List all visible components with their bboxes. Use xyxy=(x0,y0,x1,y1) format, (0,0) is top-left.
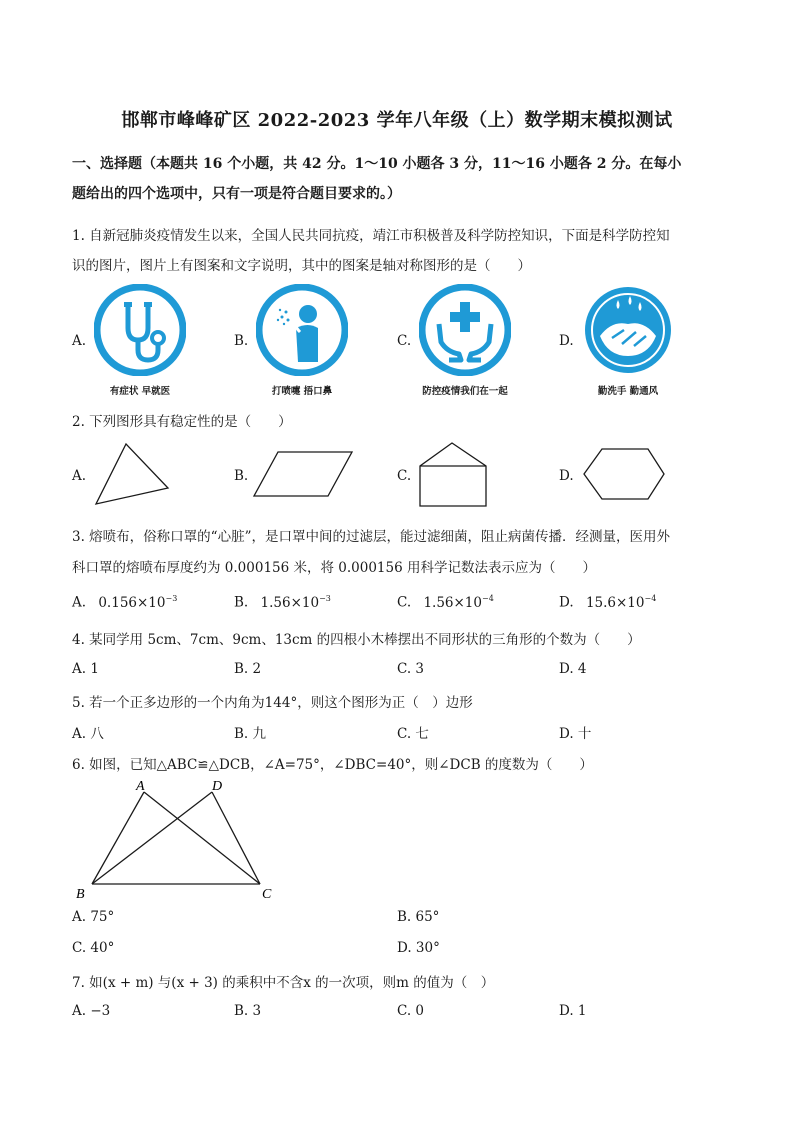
q4-option-a: A. 1 xyxy=(72,661,99,677)
page-title: 邯郸市峰峰矿区 2022-2023 学年八年级（上）数学期末模拟测试 xyxy=(121,110,673,131)
question-3-line-2: 科口罩的熔喷布厚度约为 0.000156 米，将 0.000156 用科学记数法表示应为（ ） xyxy=(72,560,596,576)
q3-option-b-exp: −3 xyxy=(319,594,331,603)
q7-option-b: B. 3 xyxy=(234,1003,262,1019)
point-d-label: D xyxy=(212,779,223,794)
washing-hands-icon xyxy=(582,284,674,376)
section-header-line-2: 题给出的四个选项中，只有一项是符合题目要求的。） xyxy=(72,186,401,202)
q3-option-c-base: 1.56×10 xyxy=(423,594,482,611)
point-a-label: A xyxy=(136,779,145,794)
q6-option-a: A. 75° xyxy=(72,909,115,925)
q3-option-a-base: 0.156×10 xyxy=(98,594,166,611)
question-1-line-1: 1. 自新冠肺炎疫情发生以来，全国人民共同抗疫，靖江市积极普及科学防控知识，下面是科学防控知 xyxy=(72,228,670,244)
q3-option-a-label: A. xyxy=(72,594,87,611)
q3-option-b xyxy=(234,594,331,611)
question-3-line-1: 3. 熔喷布，俗称口罩的“心脏”，是口罩中间的过滤层，能过滤细菌，阻止病菌传播．经测量，医用外 xyxy=(72,529,670,545)
q1-caption-b: 打喷嚏 捂口鼻 xyxy=(271,386,333,397)
q7-option-a: A. −3 xyxy=(72,1003,111,1019)
question-4-text: 4. 某同学用 5cm、7cm、9cm、13cm 的四根小木棒摆出不同形状的三角形的个数为（ ） xyxy=(72,632,641,648)
q6-option-d: D. 30° xyxy=(397,940,440,956)
point-b-label: B xyxy=(76,887,85,902)
q4-option-d: D. 4 xyxy=(559,661,587,677)
hexagon-shape xyxy=(578,446,668,504)
triangle-figure-abcd xyxy=(72,776,282,904)
q3-option-c xyxy=(397,594,494,611)
q1-caption-d: 勤洗手 勤通风 xyxy=(597,386,659,397)
question-5-text: 5. 若一个正多边形的一个内角为144°，则这个图形为正（ ）边形 xyxy=(72,695,473,711)
q4-option-b: B. 2 xyxy=(234,661,262,677)
q5-option-b: B. 九 xyxy=(234,726,267,742)
q1-caption-a: 有症状 早就医 xyxy=(109,386,171,397)
question-2-text: 2. 下列图形具有稳定性的是（ ） xyxy=(72,414,292,430)
q3-option-d-base: 15.6×10 xyxy=(585,594,645,611)
question-1-line-2: 识的图片，图片上有图案和文字说明，其中的图案是轴对称图形的是（ ） xyxy=(72,258,531,274)
point-c-label: C xyxy=(262,887,272,902)
q3-option-c-label: C. xyxy=(397,594,412,611)
house-pentagon-shape xyxy=(416,440,492,510)
q7-option-d: D. 1 xyxy=(559,1003,587,1019)
q3-option-a xyxy=(72,594,177,611)
q1-option-b-label: B. xyxy=(234,333,249,349)
q2-option-c-label: C. xyxy=(397,468,412,484)
sneeze-person-icon xyxy=(256,284,348,376)
question-7-text: 7. 如(x + m) 与(x + 3) 的乘积中不含x 的一次项，则m 的值为（ ） xyxy=(72,975,495,991)
question-6-text: 6. 如图，已知△ABC≌△DCB，∠A=75°，∠DBC=40°，则∠DCB 的度数为（ ） xyxy=(72,757,593,773)
q5-option-c: C. 七 xyxy=(397,726,429,742)
stethoscope-icon xyxy=(94,284,186,376)
q7-option-c: C. 0 xyxy=(397,1003,425,1019)
q1-option-c-label: C. xyxy=(397,333,412,349)
q3-option-d-label: D. xyxy=(559,594,574,611)
q2-option-b-label: B. xyxy=(234,468,249,484)
q5-option-a: A. 八 xyxy=(72,726,104,742)
q2-option-d-label: D. xyxy=(559,468,574,484)
hands-cross-icon xyxy=(419,284,511,376)
triangle-shape xyxy=(92,440,172,510)
section-header-line-1: 一、选择题（本题共 16 个小题，共 42 分。1～10 小题各 3 分，11～16 小题各 2 分。在每小 xyxy=(72,156,682,172)
q3-option-a-exp: −3 xyxy=(165,594,178,603)
q3-option-b-label: B. xyxy=(234,594,249,611)
q4-option-c: C. 3 xyxy=(397,661,425,677)
q3-option-c-exp: −4 xyxy=(482,594,494,603)
q3-option-b-base: 1.56×10 xyxy=(260,594,320,611)
q2-option-a-label: A. xyxy=(72,468,87,484)
q1-option-a-label: A. xyxy=(72,333,87,349)
q1-caption-c: 防控疫情我们在一起 xyxy=(422,386,508,397)
q1-option-d-label: D. xyxy=(559,333,574,349)
q6-option-c: C. 40° xyxy=(72,940,115,956)
parallelogram-shape xyxy=(252,448,356,500)
q6-option-b: B. 65° xyxy=(397,909,440,925)
q5-option-d: D. 十 xyxy=(559,726,592,742)
q3-option-d-exp: −4 xyxy=(644,594,657,603)
q3-option-d xyxy=(559,594,656,611)
